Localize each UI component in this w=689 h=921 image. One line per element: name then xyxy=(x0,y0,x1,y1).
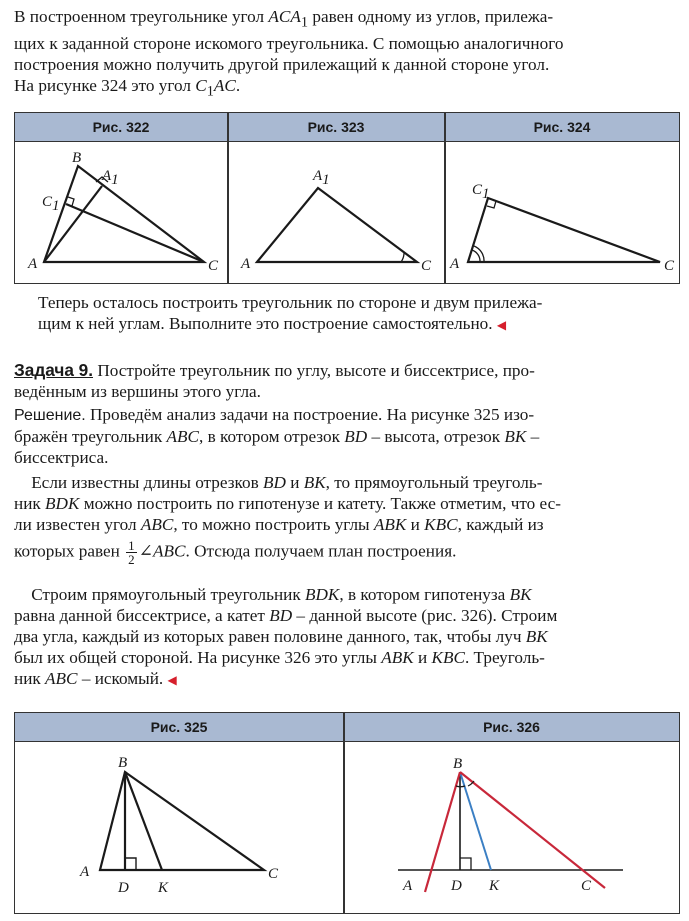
angle-arc xyxy=(474,246,484,262)
label-k: K xyxy=(489,878,500,894)
right-angle-mark xyxy=(460,858,471,870)
text-line: ник ABC – искомый. ◀ xyxy=(14,669,177,688)
task-9 xyxy=(14,360,682,402)
figure-324 xyxy=(444,142,678,282)
task-label: Задача 9. xyxy=(14,360,94,380)
text-line: Решение. Проведём анализ задачи на построение. На рисунке 325 изо- xyxy=(14,405,535,424)
text-line: равна данной биссектрисе, а катет BD – данной высоте (рис. 326). Строим xyxy=(14,606,558,625)
label-a: A xyxy=(28,256,38,272)
angle-arc xyxy=(401,252,404,262)
label-a: A xyxy=(403,878,413,894)
text-line: которых равен $\frac{1}{2}$ ∠ABC. Отсюда получаем план построения. xyxy=(14,538,457,567)
label-a1: A1 xyxy=(313,168,330,188)
text-line: В построенном треугольнике угол $ACA_1$ равен одному из углов, прилежа- xyxy=(14,7,554,31)
right-angle-mark xyxy=(125,858,136,870)
figure-caption: Рис. 322 xyxy=(15,113,227,142)
label-d: D xyxy=(118,880,129,896)
end-marker-icon: ◀ xyxy=(496,318,507,332)
analysis-paragraph xyxy=(14,472,682,566)
construction-paragraph xyxy=(14,584,682,691)
label-b: B xyxy=(72,150,82,166)
label-c1: C1 xyxy=(42,194,60,214)
text-line: Строим прямоугольный треугольник BDK, в котором гипотенуза BK xyxy=(31,585,532,604)
label-a: A xyxy=(80,864,90,880)
self-practice-paragraph xyxy=(38,292,682,336)
label-a1: A1 xyxy=(102,168,119,188)
end-marker-icon: ◀ xyxy=(167,673,177,687)
angle-arc xyxy=(472,250,480,262)
intro-paragraph xyxy=(14,6,682,103)
figure-caption: Рис. 326 xyxy=(344,713,679,742)
text-line: Задача 9. Постройте треугольник по углу, высоте и биссектрисе, про- xyxy=(14,360,535,380)
text-line: Если известны длины отрезков BD и BK, то прямоугольный треуголь- xyxy=(31,473,543,492)
label-c: C xyxy=(208,258,219,274)
text-line: ведённым из вершины этого угла. xyxy=(14,382,261,401)
label-a: A xyxy=(241,256,251,272)
text-line: построения можно получить другой прилежащий к данной стороне угол. xyxy=(14,55,550,75)
ray-ba xyxy=(425,772,460,892)
figure-caption: Рис. 323 xyxy=(228,113,444,142)
label-d: D xyxy=(451,878,462,894)
label-b: B xyxy=(453,756,463,772)
text-line: был их общей стороной. На рисунке 326 это углы ABK и KBC. Треуголь- xyxy=(14,648,545,667)
altitude-cc1 xyxy=(66,204,204,262)
fraction: $\frac{1}{2}$ xyxy=(128,538,135,567)
label-a: A xyxy=(450,256,460,272)
label-c: C xyxy=(664,258,675,274)
figure-325 xyxy=(14,742,342,912)
label-c: C xyxy=(581,878,592,894)
figure-326 xyxy=(343,742,678,912)
text-line: биссектриса. xyxy=(14,448,109,467)
text-line: щих к заданной стороне искомого треугольника. С помощью аналогичного xyxy=(14,34,564,54)
text-line: бражён треугольник ABC, в котором отрезок BD – высота, отрезок BK – xyxy=(14,427,540,446)
label-c: C xyxy=(268,866,279,882)
figure-323 xyxy=(227,142,443,282)
triangle-c1ac xyxy=(468,198,660,262)
figure-322 xyxy=(14,142,226,282)
triangle-aa1c xyxy=(257,188,417,262)
text-line: щим к ней углам. Выполните это построение самостоятельно. ◀ xyxy=(38,314,507,333)
figure-caption: Рис. 325 xyxy=(15,713,343,742)
text-line: На рисунке 324 это угол $C_1AC$. xyxy=(14,76,241,100)
figure-caption: Рис. 324 xyxy=(445,113,679,142)
right-angle-mark xyxy=(487,201,496,208)
solution-label: Решение. xyxy=(14,407,86,424)
text-line: ли известен угол ABC, то можно построить углы ABK и KBC, каждый из xyxy=(14,515,544,534)
label-b: B xyxy=(118,755,128,771)
text-line: Теперь осталось построить треугольник по стороне и двум прилежа- xyxy=(38,293,543,312)
label-c1: C1 xyxy=(472,182,490,202)
text-line: два угла, каждый из которых равен половине данного, так, чтобы луч BK xyxy=(14,627,548,646)
solution-paragraph xyxy=(14,404,682,468)
triangle-abc xyxy=(44,166,204,262)
label-c: C xyxy=(421,258,432,274)
text-line: ник BDK можно построить по гипотенузе и катету. Также отметим, что ес- xyxy=(14,494,561,513)
bisector-bk xyxy=(125,772,162,870)
label-k: K xyxy=(158,880,169,896)
